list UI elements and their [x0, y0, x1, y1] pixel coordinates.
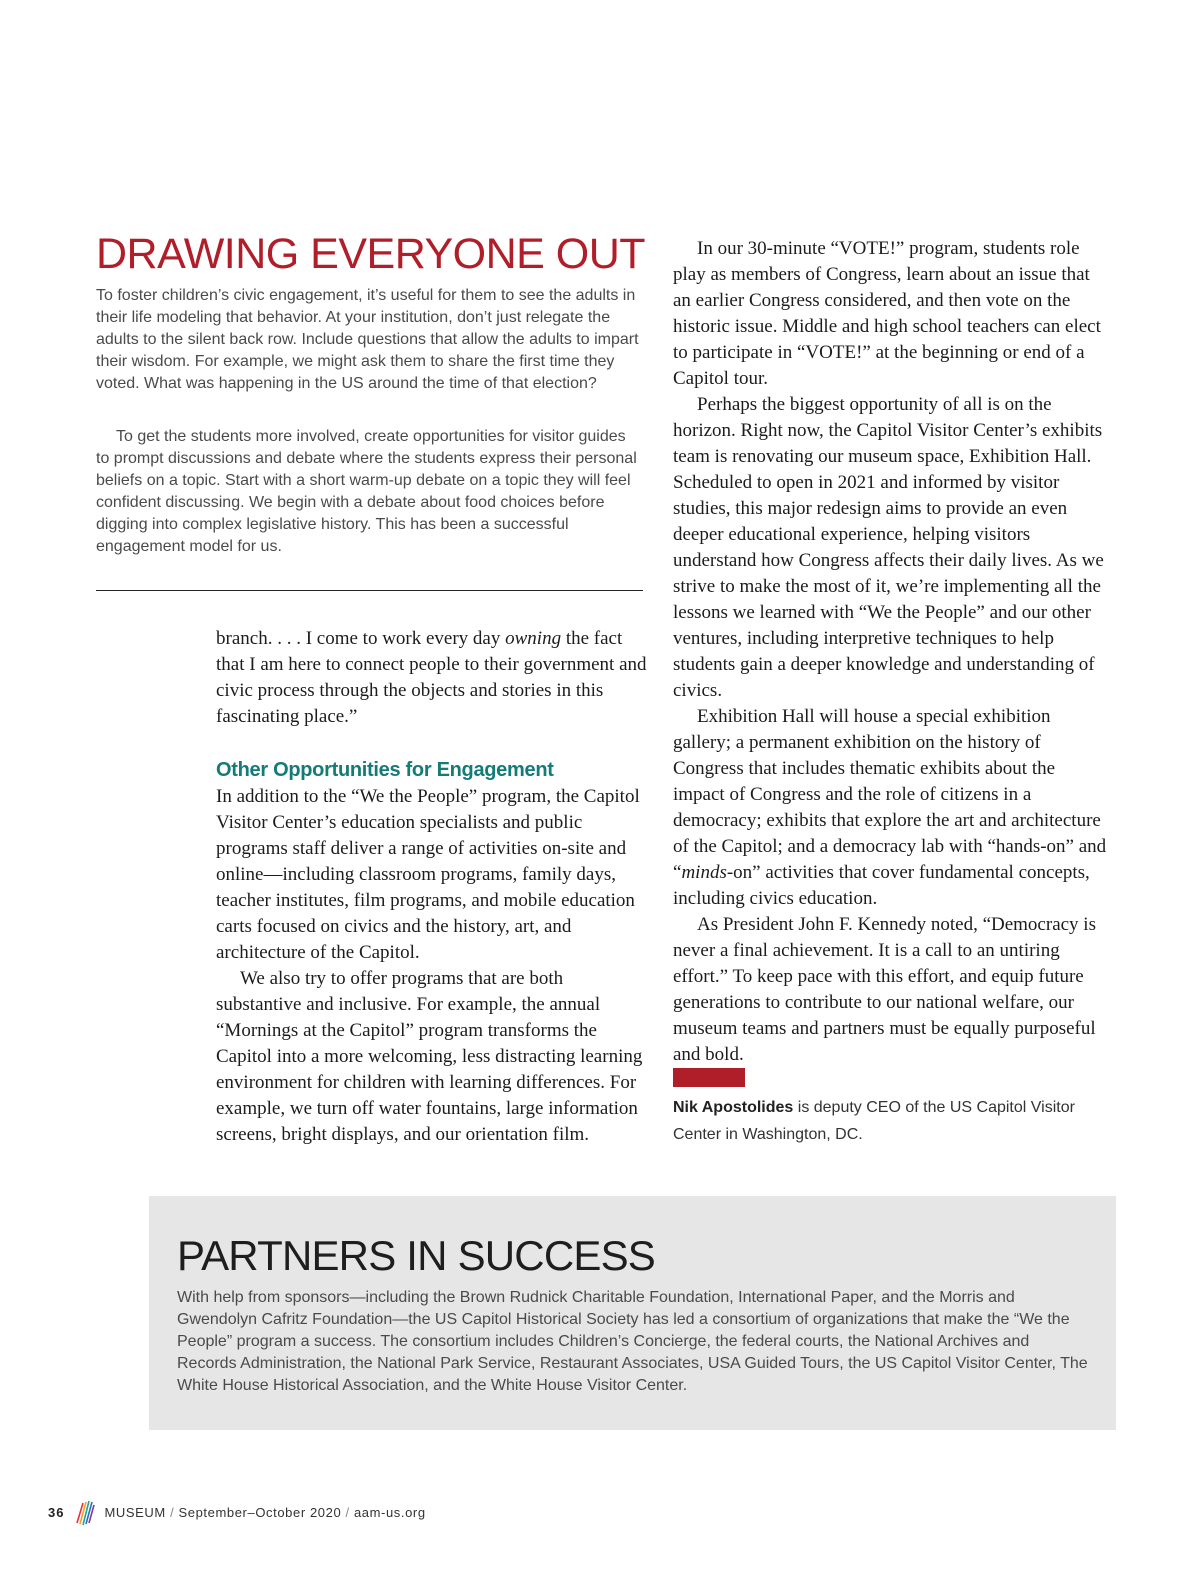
page-number: 36: [48, 1504, 65, 1520]
author-bio-text: is deputy CEO of the US Capitol Visitor Center in Washington, DC.: [673, 1099, 1075, 1143]
body-paragraph: In our 30-minute “VOTE!” program, students role play as members of Congress, learn about an issue that an earlier Congress considered, and then vote on the historic issue. Middle and high school teachers can elect to participate in “VOTE!” at the beginning or end of a Capitol tour.: [673, 238, 1101, 389]
body-text: Exhibition Hall will house a special exhibition gallery; a permanent exhibition on the history of Congress that includes thematic exhibits about the impact of Congress and the role of citizens in a democracy; exhibits that explore the art and architecture of the Capitol; and a democracy lab with “hands-on” and “: [673, 706, 1107, 883]
right-column: [673, 236, 1111, 1068]
body-emphasis: minds: [681, 862, 727, 883]
sidebar-paragraph: To get the students more involved, create opportunities for visitor guides to prompt discussions and debate where the students express their personal beliefs on a topic. Start with a short warm-up debate on a topic they will feel confident discussing. We begin with a debate about food choices before digging into complex legislative history. This has been a successful engagement model for us.: [96, 428, 637, 555]
publication-name: MUSEUM: [104, 1504, 166, 1520]
partners-title: PARTNERS IN SUCCESS: [177, 1232, 656, 1279]
bio-accent-bar: [673, 1068, 745, 1087]
footer-credit: [104, 1505, 425, 1520]
section-subhead: Other Opportunities for Engagement: [216, 759, 554, 781]
body-paragraph: As President John F. Kennedy noted, “Democracy is never a final achievement. It is a call to an untiring effort.” To keep pace with this effort, and equip future generations to contribute to our national welfare, our museum teams and partners must be equally purposeful and bold.: [673, 914, 1096, 1065]
body-paragraph: We also try to offer programs that are both substantive and inclusive. For example, the annual “Mornings at the Capitol” program transforms the Capitol into a more welcoming, less distracting learning environment for children with learning differences. For example, we turn off water fountains, large information screens, bright displays, and our orientation film.: [216, 968, 643, 1145]
issue-date: September–October 2020: [178, 1504, 342, 1520]
separator: /: [341, 1504, 354, 1520]
quote-paragraph: [216, 626, 648, 730]
body-text: -on” activities that cover fundamental concepts, including civics education.: [673, 862, 1090, 909]
website-link[interactable]: aam-us.org: [353, 1504, 426, 1520]
page-footer: [48, 1494, 648, 1530]
body-paragraph: In addition to the “We the People” program, the Capitol Visitor Center’s education specialists and public programs staff deliver a range of activities on-site and online—including classroom programs, family days, teacher institutes, film programs, and mobile education carts focused on civics and the history, art, and architecture of the Capitol.: [216, 786, 640, 963]
sidebar-title: DRAWING EVERYONE OUT: [96, 230, 646, 278]
museum-logo-icon: [74, 1497, 96, 1527]
author-bio: [673, 1094, 1113, 1148]
quote-text: the fact that I am here to connect people to their government and civic process through the objects and stories in this fascinating place.”: [216, 628, 647, 727]
sidebar-paragraph: To foster children’s civic engagement, it’s useful for them to see the adults in their life modeling that behavior. At your institution, don’t just relegate the adults to the silent back row. Include questions that allow the adults to impart their wisdom. For example, we might ask them to share the first time they voted. What was happening in the US around the time of that election?: [96, 287, 639, 392]
separator: /: [165, 1504, 179, 1520]
body-paragraph: [673, 704, 1111, 912]
partners-body: With help from sponsors—including the Brown Rudnick Charitable Foundation, International Paper, and the Morris and Gwendolyn Cafritz Foundation—the US Capitol Historical Society has led a consortium of organizations that make the “We the People” program a success. The consortium includes Children’s Concierge, the federal courts, the National Archives and Records Administration, the National Park Service, Restaurant Associates, USA Guided Tours, the US Capitol Visitor Center, The White House Historical Association, and the White House Visitor Center.: [177, 1289, 1088, 1394]
divider-rule: [96, 590, 643, 591]
quote-emphasis: owning: [505, 628, 562, 649]
author-name: Nik Apostolides: [673, 1099, 794, 1116]
middle-column: [216, 626, 648, 1148]
body-paragraph: Perhaps the biggest opportunity of all is on the horizon. Right now, the Capitol Visitor Center’s exhibits team is renovating our museum space, Exhibition Hall. Scheduled to open in 2021 and informed by visitor studies, this major redesign aims to provide an even deeper educational experience, helping visitors understand how Congress affects their daily lives. As we strive to make the most of it, we’re implementing all the lessons we learned with “We the People” and our other ventures, including interpretive techniques to help students gain a deeper knowledge and understanding of civics.: [673, 394, 1104, 701]
quote-text: branch. . . . I come to work every day: [216, 628, 506, 649]
